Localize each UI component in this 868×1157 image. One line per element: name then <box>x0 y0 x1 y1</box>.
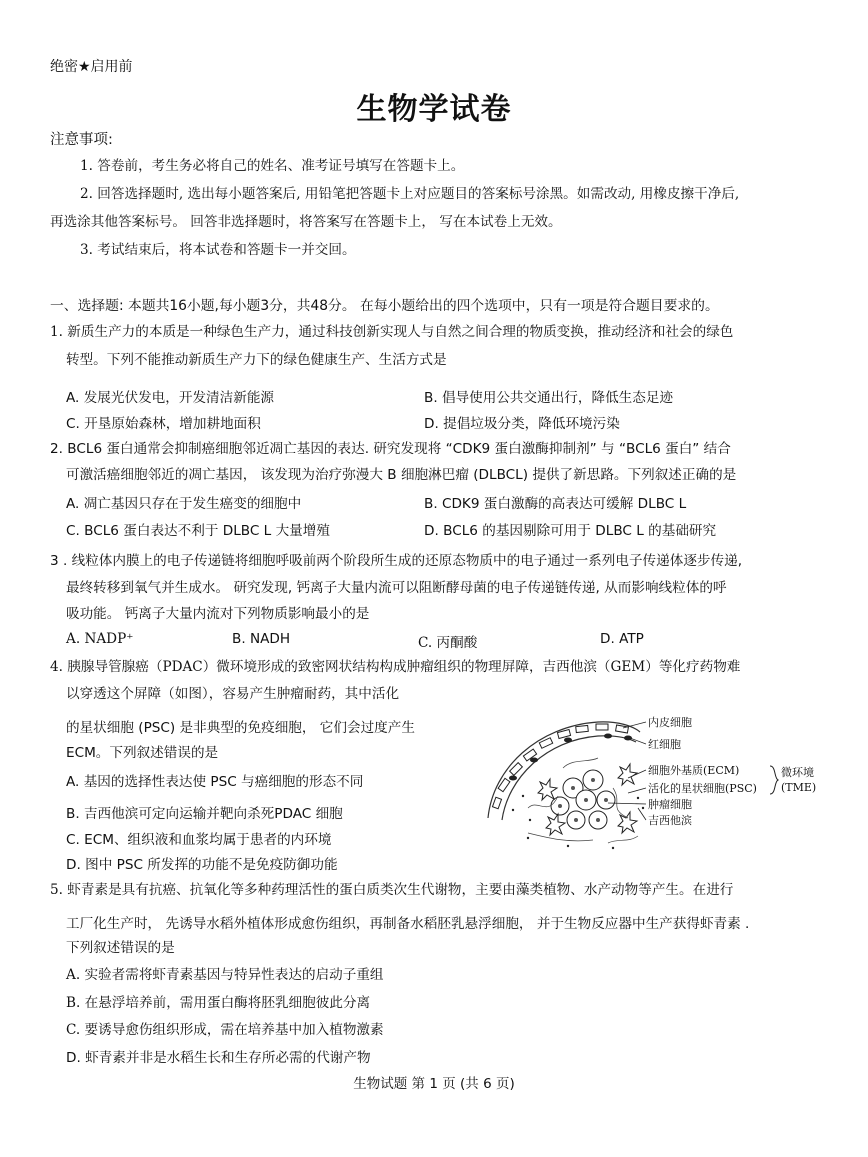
label-gem: 吉西他滨 <box>648 814 692 827</box>
q3-option-d: D. ATP <box>600 631 644 647</box>
q3-stem-line-1: 3 . 线粒体内膜上的电子传递链将细胞呼吸前两个阶段所生成的还原态物质中的电子通过一系列电子传递体逐步传递, <box>50 553 743 569</box>
q5-option-b: B. 在悬浮培养前，需用蛋白酶将胚乳细胞彼此分离 <box>66 995 371 1011</box>
q1-option-c: C. 开垦原始森林，增加耕地面积 <box>66 416 261 432</box>
label-endothelial: 内皮细胞 <box>648 716 692 729</box>
q2-option-a: A. 凋亡基因只存在于发生癌变的细胞中 <box>66 496 302 512</box>
tumor-microenvironment-figure <box>468 708 828 858</box>
notice-heading: 注意事项: <box>50 132 113 148</box>
q2-option-b: B. CDK9 蛋白激酶的高表达可缓解 DLBC L <box>424 496 687 512</box>
page-footer: 生物试题 第 1 页 (共 6 页) <box>353 1076 515 1092</box>
q1-option-b: B. 倡导使用公共交通出行，降低生态足迹 <box>424 390 674 406</box>
q3-stem-line-3: 吸功能。 钙离子大量内流对下列物质影响最小的是 <box>66 606 370 622</box>
notice-item-3: 3. 考试结束后，将本试卷和答题卡一并交回。 <box>80 242 356 258</box>
q2-option-d: D. BCL6 的基因剔除可用于 DLBC L 的基础研究 <box>424 523 717 539</box>
q3-option-a: A. NADP⁺ <box>66 631 134 647</box>
page-title: 生物学试卷 <box>356 92 512 127</box>
q4-stem-line-1: 4. 胰腺导管腺癌（PDAC）微环境形成的致密网状结构构成肿瘤组织的物理屏障，吉西他滨（GEM）等化疗药物难 <box>50 659 741 675</box>
notice-item-2-line-2: 再选涂其他答案标号。 回答非选择题时，将答案写在答题卡上， 写在本试卷上无效。 <box>50 214 562 230</box>
q5-stem-line-2: 工厂化生产时， 先诱导水稻外植体形成愈伤组织，再制备水稻胚乳悬浮细胞， 并于生物反应器中生产获得虾青素 . <box>66 916 750 932</box>
q4-option-c: C. ECM、组织液和血浆均属于患者的内环境 <box>66 832 332 848</box>
q5-option-a: A. 实验者需将虾青素基因与特异性表达的启动子重组 <box>66 967 384 983</box>
confidential-label: 绝密★启用前 <box>50 59 133 75</box>
tme-diagram <box>468 708 828 858</box>
q5-stem-line-1: 5. 虾青素是具有抗癌、抗氧化等多种药理活性的蛋白质类次生代谢物，主要由藻类植物、水产动物等产生。在进行 <box>50 882 734 898</box>
q3-option-c: C. 丙酮酸 <box>418 635 478 651</box>
q5-stem-line-3: 下列叙述错误的是 <box>66 940 175 956</box>
q4-option-b: B. 吉西他滨可定向运输并靶向杀死PDAC 细胞 <box>66 806 343 822</box>
q4-option-a: A. 基因的选择性表达使 PSC 与癌细胞的形态不同 <box>66 774 364 790</box>
q2-option-c: C. BCL6 蛋白表达不利于 DLBC L 大量增殖 <box>66 523 330 539</box>
q4-stem-line-3: 的星状细胞 (PSC) 是非典型的免疫细胞， 它们会过度产生 <box>66 720 415 736</box>
label-tme-line-1: 微环境 <box>781 766 814 779</box>
q3-stem-line-2: 最终转移到氧气并生成水。 研究发现, 钙离子大量内流可以阻断酵母菌的电子传递链传递, 从而影响线粒体的呼 <box>66 580 727 596</box>
notice-item-2-line-1: 2. 回答选择题时, 选出每小题答案后, 用铅笔把答题卡上对应题目的答案标号涂黑。如需改动, 用橡皮擦干净后, <box>80 186 740 202</box>
q2-stem-line-1: 2. BCL6 蛋白通常会抑制癌细胞邻近凋亡基因的表达. 研究发现将 “CDK9 蛋白激酶抑制剂” 与 “BCL6 蛋白” 结合 <box>50 441 731 457</box>
notice-item-1: 1. 答卷前，考生务必将自己的姓名、准考证号填写在答题卡上。 <box>80 158 465 174</box>
label-rbc: 红细胞 <box>648 738 681 751</box>
q4-option-d: D. 图中 PSC 所发挥的功能不是免疫防御功能 <box>66 857 338 873</box>
section-heading: 一、选择题: 本题共16小题,每小题3分，共48分。 在每小题给出的四个选项中，只有一项是符合题目要求的。 <box>50 298 719 314</box>
label-tumor: 肿瘤细胞 <box>648 798 692 811</box>
brace-icon <box>770 766 778 794</box>
q1-stem-line-2: 转型。下列不能推动新质生产力下的绿色健康生产、生活方式是 <box>66 352 447 368</box>
q1-stem-line-1: 1. 新质生产力的本质是一种绿色生产力，通过科技创新实现人与自然之间合理的物质变换，推动经济和社会的绿色 <box>50 324 734 340</box>
q3-option-b: B. NADH <box>232 631 291 647</box>
q2-stem-line-2: 可激活癌细胞邻近的凋亡基因， 该发现为治疗弥漫大 B 细胞淋巴瘤 (DLBCL) 提供了新思路。下列叙述正确的是 <box>66 467 737 483</box>
q1-option-d: D. 提倡垃圾分类，降低环境污染 <box>424 416 620 432</box>
label-ecm: 细胞外基质(ECM) <box>648 764 740 777</box>
q4-stem-line-2: 以穿透这个屏障（如图），容易产生肿瘤耐药，其中活化 <box>66 686 400 702</box>
label-psc: 活化的星状细胞(PSC) <box>648 782 757 795</box>
q4-stem-line-4: ECM。下列叙述错误的是 <box>66 745 219 761</box>
q5-option-c: C. 要诱导愈伤组织形成，需在培养基中加入植物激素 <box>66 1022 384 1038</box>
label-tme-line-2: (TME) <box>781 781 817 794</box>
q5-option-d: D. 虾青素并非是水稻生长和生存所必需的代谢产物 <box>66 1050 371 1066</box>
q1-option-a: A. 发展光伏发电，开发清洁新能源 <box>66 390 275 406</box>
